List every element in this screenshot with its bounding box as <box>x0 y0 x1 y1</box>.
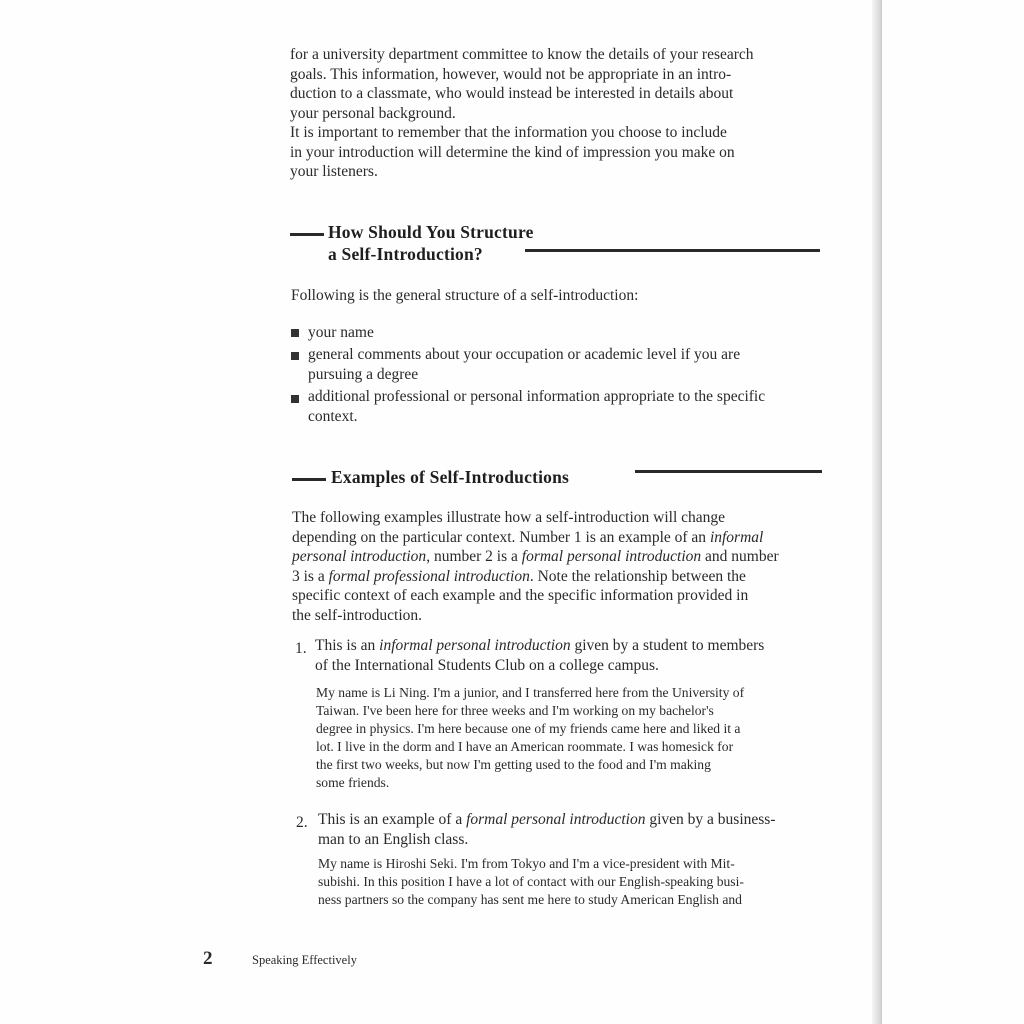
example-1-description <box>315 636 835 675</box>
bullet-item: general comments about your occupation or academic level if you are pursuing a degree <box>308 346 741 383</box>
italic-term: formal personal introduction <box>521 548 702 566</box>
text-run: , number 2 is a <box>426 548 522 566</box>
text-run: The following examples illustrate how a self-introduction will change depending on the particular context. Number 1 is an example of an <box>292 509 726 546</box>
bullet-item: additional professional or personal information appropriate to the specific context. <box>308 388 766 425</box>
example-1-text: My name is Li Ning. I'm a junior, and I transferred here from the University of Taiwan. I've been here for three weeks and I'm working on my bachelor's degree in physics. I'm here because one of my friends came here and liked it a lot. I live in the dorm and I have an American roommate. I was homesick for the first two weeks, but now I'm getting used to the food and I'm making some friends. <box>316 685 745 790</box>
example-number: 1. <box>295 640 307 657</box>
text-run: . Note the relationship between the specific context of each example and the specific information provided in the self-introduction. <box>292 567 749 624</box>
section-heading-examples: Examples of Self-Introductions <box>331 467 570 487</box>
heading-rule-right <box>635 470 822 473</box>
bullet-square-icon <box>291 329 299 337</box>
text-run: given by a business- man to an English class. <box>318 811 776 848</box>
example-number: 2. <box>296 814 308 831</box>
text-run: This is an example of a <box>318 811 467 828</box>
italic-term: informal personal introduction <box>379 637 571 654</box>
heading-rule-left <box>292 478 326 481</box>
running-title: Speaking Effectively <box>252 953 357 967</box>
examples-paragraph <box>292 508 832 626</box>
intro-paragraph-2: It is important to remember that the information you choose to include in your introduction will determine the kind of impression you make on your listeners. <box>290 124 735 181</box>
heading-rule-right <box>525 249 820 252</box>
page-number: 2 <box>203 948 213 969</box>
intro-paragraph-1: for a university department committee to know the details of your research goals. This information, however, would not be appropriate in an intro- duction to a classmate, who would instead be interested in details about your personal background. <box>290 46 754 122</box>
section-heading-structure-line1: How Should You Structure <box>328 222 534 242</box>
bullet-square-icon <box>291 352 299 360</box>
italic-term: informal personal introduction <box>292 528 764 566</box>
bullet-item: your name <box>308 324 374 341</box>
heading-rule-left <box>290 233 324 236</box>
text-run: This is an <box>315 637 380 654</box>
example-2-description <box>318 810 838 849</box>
bullet-square-icon <box>291 395 299 403</box>
italic-term: formal personal introduction <box>466 811 646 828</box>
section-heading-structure-line2: a Self-Introduction? <box>328 244 483 264</box>
page-edge-shadow <box>872 0 882 1024</box>
structure-lead: Following is the general structure of a self-introduction: <box>291 287 639 304</box>
text-run: given by a student to members of the International Students Club on a college campus. <box>315 637 765 674</box>
italic-term: formal professional introduction <box>328 567 530 585</box>
text-run: and number 3 is a <box>292 548 779 585</box>
example-2-text: My name is Hiroshi Seki. I'm from Tokyo and I'm a vice-president with Mit- subishi. In this position I have a lot of contact with our English-speaking busi- ness partners so the company has sent me here to study American English and <box>318 856 744 907</box>
